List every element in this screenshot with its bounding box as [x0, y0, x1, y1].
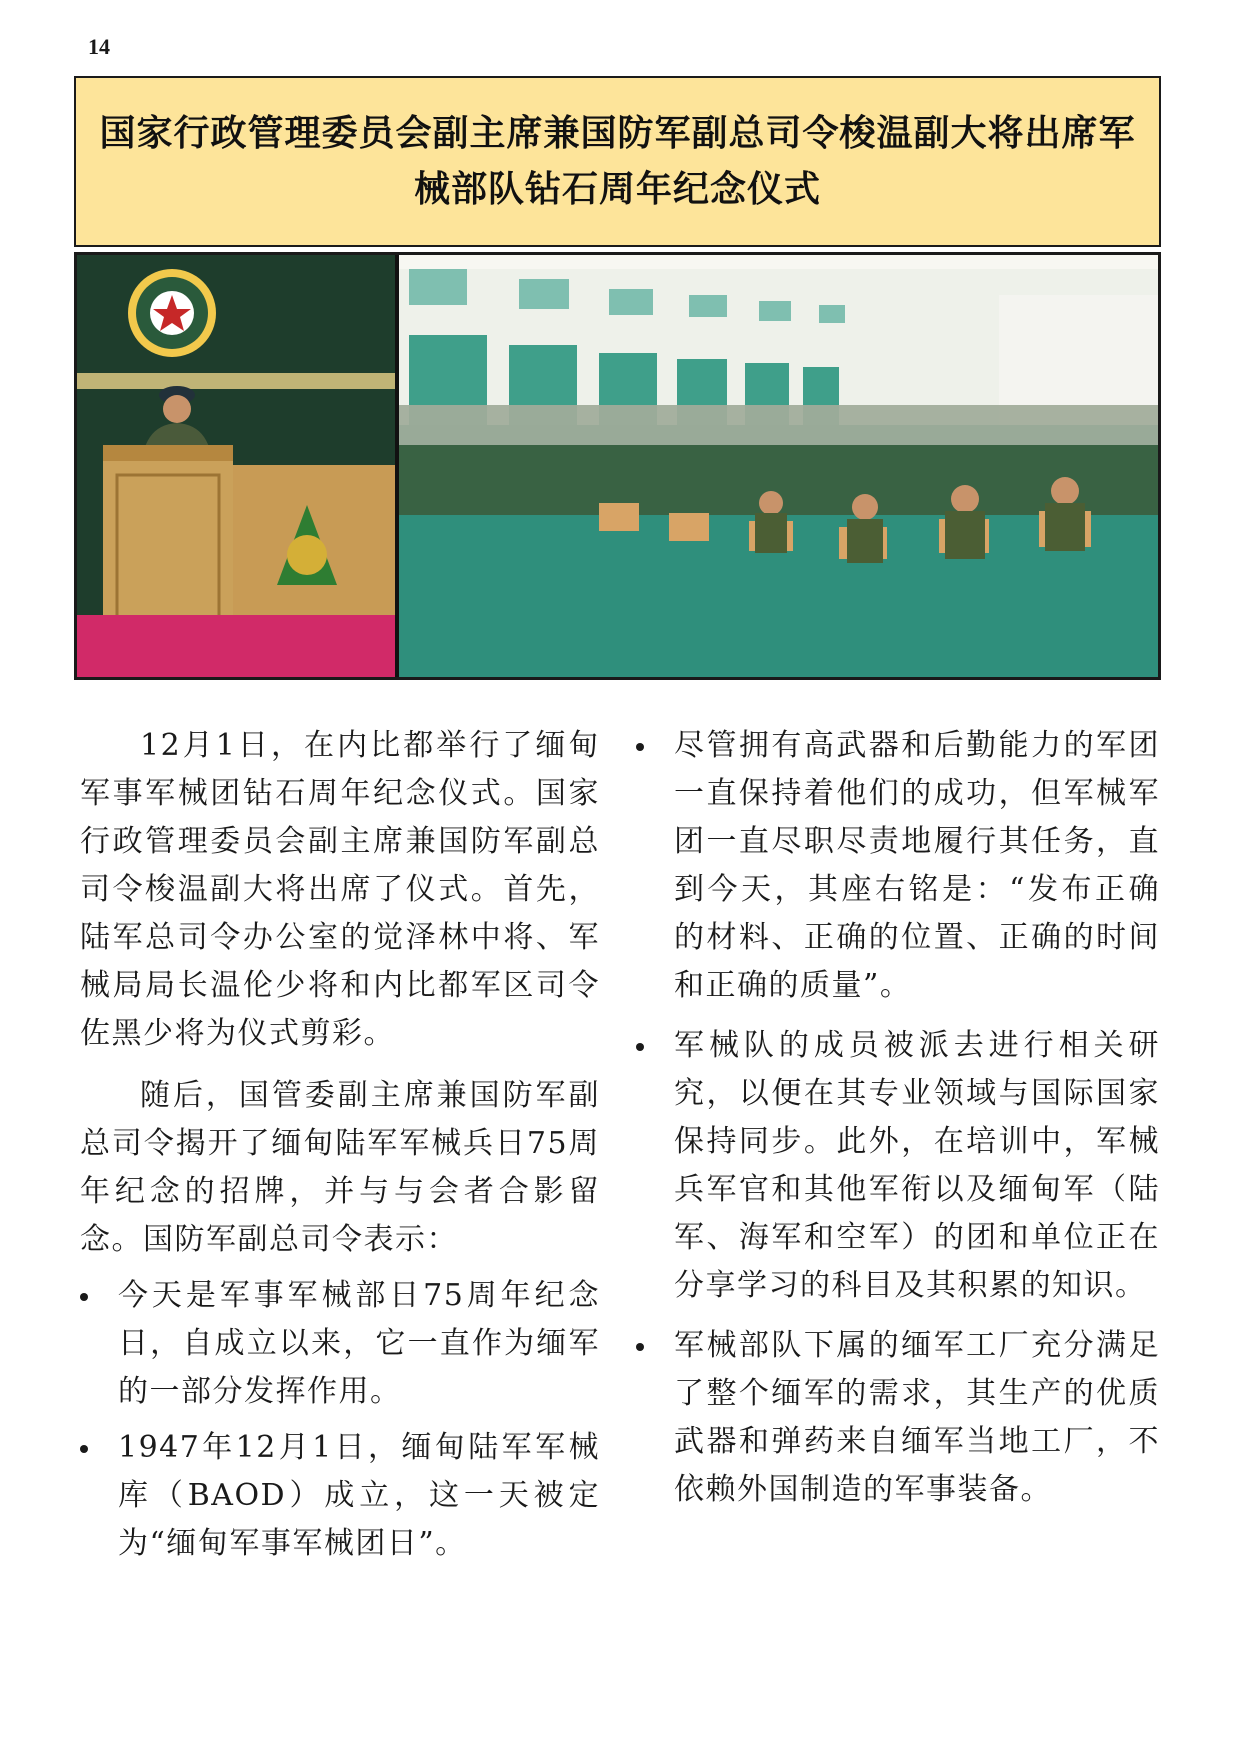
article-title-line-1: 国家行政管理委员会副主席兼国防军副总司令梭温副大将出席军 [99, 112, 1136, 154]
list-item-text: 尽管拥有高武器和后勤能力的军团一直保持着他们的成功，但军械军团一直尽职尽责地履行其任务，直到今天，其座右铭是：“发布正确的材料、正确的位置、正确的时间和正确的质量”。 [674, 728, 1160, 1003]
list-item [80, 1424, 600, 1568]
list-item [636, 1022, 1160, 1310]
paragraph-2: 随后，国管委副主席兼国防军副总司令揭开了缅甸陆军军械兵日75周年纪念的招牌，并与与会者合影留念。国防军副总司令表示： [80, 1078, 600, 1257]
list-item [636, 722, 1160, 1010]
bullet-icon [636, 743, 644, 751]
paragraph-1: 12月1日，在内比都举行了缅甸军事军械团钻石周年纪念仪式。国家行政管理委员会副主席兼国防军副总司令梭温副大将出席了仪式。首先，陆军总司令办公室的觉泽林中将、军械局局长温伦少将和内比都军区司令佐黑少将为仪式剪彩。 [80, 728, 600, 1051]
list-item-text: 今天是军事军械部日75周年纪念日，自成立以来，它一直作为缅军的一部分发挥作用。 [118, 1278, 600, 1409]
bullet-icon [636, 1343, 644, 1351]
speaker-photo [77, 255, 395, 677]
photo-frame [74, 252, 1161, 680]
speaker-photo-graphic [77, 255, 395, 677]
list-item [80, 1272, 600, 1416]
list-item [636, 1322, 1160, 1514]
left-bullet-list [80, 1272, 600, 1568]
article-title-box [74, 76, 1161, 247]
audience-photo [399, 255, 1158, 677]
bullet-icon [80, 1445, 88, 1453]
list-item-text: 1947年12月1日，缅甸陆军军械库（BAOD）成立，这一天被定为“缅甸军事军械团日”。 [118, 1430, 600, 1561]
bullet-icon [80, 1293, 88, 1301]
right-bullet-list [636, 722, 1160, 1514]
left-column [80, 722, 600, 1576]
list-item-text: 军械部队下属的缅军工厂充分满足了整个缅军的需求，其生产的优质武器和弹药来自缅军当地工厂，不依赖外国制造的军事装备。 [674, 1328, 1160, 1507]
list-item-text: 军械队的成员被派去进行相关研究，以便在其专业领域与国际国家保持同步。此外，在培训中，军械兵军官和其他军衔以及缅甸军（陆军、海军和空军）的团和单位正在分享学习的科目及其积累的知识。 [674, 1028, 1160, 1303]
audience-photo-graphic [399, 255, 1158, 677]
bullet-icon [636, 1043, 644, 1051]
right-column [636, 722, 1160, 1526]
article-title-line-2: 械部队钻石周年纪念仪式 [413, 168, 821, 210]
page-number: 14 [88, 34, 110, 59]
